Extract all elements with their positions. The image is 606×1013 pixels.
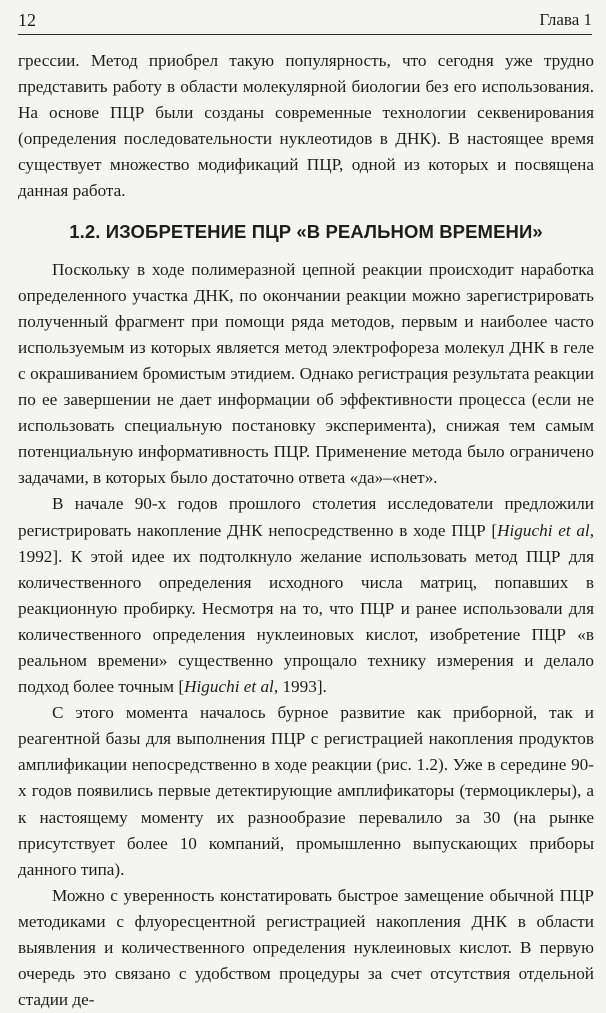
paragraph-2-text-c: , 1993]. (273, 677, 327, 697)
page-body (18, 48, 594, 1013)
paragraph-4: Можно с уверенность констатировать быстрое замещение обычной ПЦР методиками с флуоресцентной регистрацией накопления ДНК в области выявления и количественного определения нуклеиновых кислот. В первую очередь это связано с удобством процедуры за счет отсутствия отдельной стадии де- (18, 885, 594, 1010)
citation-higuchi-1992: Higuchi et al (497, 520, 590, 540)
page-number: 12 (18, 10, 36, 30)
paragraph-2-text-b: , 1992]. К этой идее их подтолкнуло желание использовать метод ПЦР для количественного определения исходного числа матриц, попавших в реакционную пробирку. Несмотря на то, что ПЦР и ранее использовали для количественного определения нуклеиновых кислот, изобретение ПЦР «в реальном времени» существенно упрощало технику измерения и делало подход более точным [ (18, 520, 594, 697)
paragraph-3: С этого момента началось бурное развитие как приборной, так и реагентной базы для выполнения ПЦР с регистрацией накопления продуктов амплификации непосредственно в ходе реакции (рис. 1.2). Уже в середине 90-х годов появились первые детектирующие амплификаторы (термоциклеры), а к настоящему моменту их разнообразие перевалило за 30 (на рынке присутствует более 10 компаний, промышленно выпускающих приборы данного типа). (18, 703, 594, 879)
paragraph-1: Поскольку в ходе полимеразной цепной реакции происходит наработка определенного участка ДНК, по окончании реакции можно зарегистрировать полученный фрагмент при помощи ряда методов, первым и наиболее часто используемым из которых является метод электрофореза молекул ДНК в геле с окрашиванием бромистым этидием. Однако регистрация результата реакции по ее завершении не дает информации об эффективности процесса (если не использовать специальную постановку эксперимента), снижая тем самым потенциальную информативность ПЦР. Применение метода было ограничено задачами, в которых было достаточно ответа «да»–«нет». (18, 259, 594, 488)
chapter-label: Глава 1 (539, 10, 592, 29)
section-heading: 1.2. ИЗОБРЕТЕНИЕ ПЦР «В РЕАЛЬНОМ ВРЕМЕНИ» (69, 220, 543, 242)
paragraph-2 (18, 491, 594, 700)
running-head (18, 8, 592, 35)
paragraph-2-text-a: В начале 90-х годов прошлого столетия исследователи предложили регистрировать накопление ДНК непосредственно в ходе ПЦР [ (18, 494, 594, 540)
citation-higuchi-1993: Higuchi et al (184, 677, 274, 697)
paragraph-continued: грессии. Метод приобрел такую популярность, что сегодня уже трудно представить работу в области молекулярной биологии без его использования. На основе ПЦР были созданы современные технологии секвенирования (определения последовательности нуклеотидов в ДНК). В настоящее время существует множество модификаций ПЦР, одной из которых и посвящена данная работа. (18, 51, 594, 201)
